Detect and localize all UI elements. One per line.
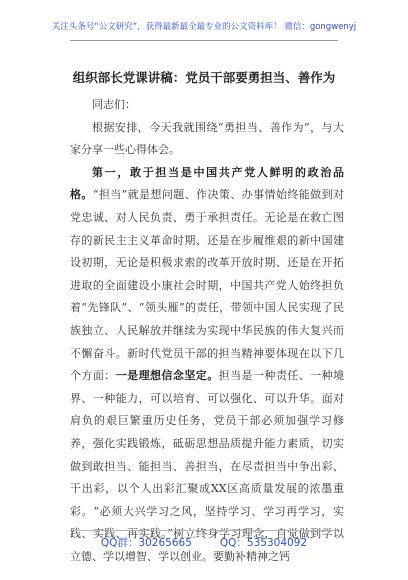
section1-heading: 第一，敢于担当是中国共产党人鲜明的政治品格。 xyxy=(70,165,344,202)
document-body xyxy=(70,94,344,568)
footer-qq: QQ：535304092 xyxy=(219,537,308,549)
header-divider xyxy=(70,40,338,41)
intro-paragraph: 根据安排，今天我就围绕“勇担当、善作为”，与大家分享一些心得体会。 xyxy=(70,120,344,157)
point1-body: 担当是一种责任、一种境界、一种能力，可以培育、可以强化、可以升华。面对肩负的艰巨繁重历史任务，党员干部必须加强学习修养，强化实践锻炼，砥砺思想品质提升能力素质，切实做到敢担当、能担当、善担当，在尽责担当中争出彩、干出彩，以个人出彩汇聚成XX区高质量发展的浓墨重彩。“必须大兴学习之风，坚持学习、学习再学习，实践、实践、再实践。”树立终身学习理念，自觉做到学以立德、学以增智、学以创业。要勤补精神之钙 xyxy=(70,369,345,563)
document-title: 组织部长党课讲稿：党员干部要勇担当、善作为 xyxy=(72,70,336,85)
section1-body: “担当”就是想问题、作决策、办事情始终能做到对党忠诚、对人民负责、勇于承担责任。无论是在救亡图存的新民主主义革命时期、还是在步履维艰的新中国建设初期，无论是积极求索的改革开放时期、还是在开拓进取的全面建设小康社会时期，中国共产党人始终担负着“先锋队”、“领头雁”的责任，带领中国人民实现了民族独立、人民解放并继续为实现中华民族的伟大复兴而不懈奋斗。新时代党员干部的担当精神要体现在以下几个方面： xyxy=(70,188,344,383)
point1-heading: 一是理想信念坚定。 xyxy=(115,369,219,383)
greeting: 同志们： xyxy=(92,98,136,111)
header-promo-note: 关注头条号“公文研究”，获得最新最全最专业的公文资料库！ 微信：gongwenyj xyxy=(51,22,357,32)
footer-qq-group: QQ群：30265665 xyxy=(100,537,192,549)
section1-paragraph xyxy=(70,162,344,569)
footer-divider xyxy=(70,530,338,531)
footer-contact xyxy=(0,535,408,550)
